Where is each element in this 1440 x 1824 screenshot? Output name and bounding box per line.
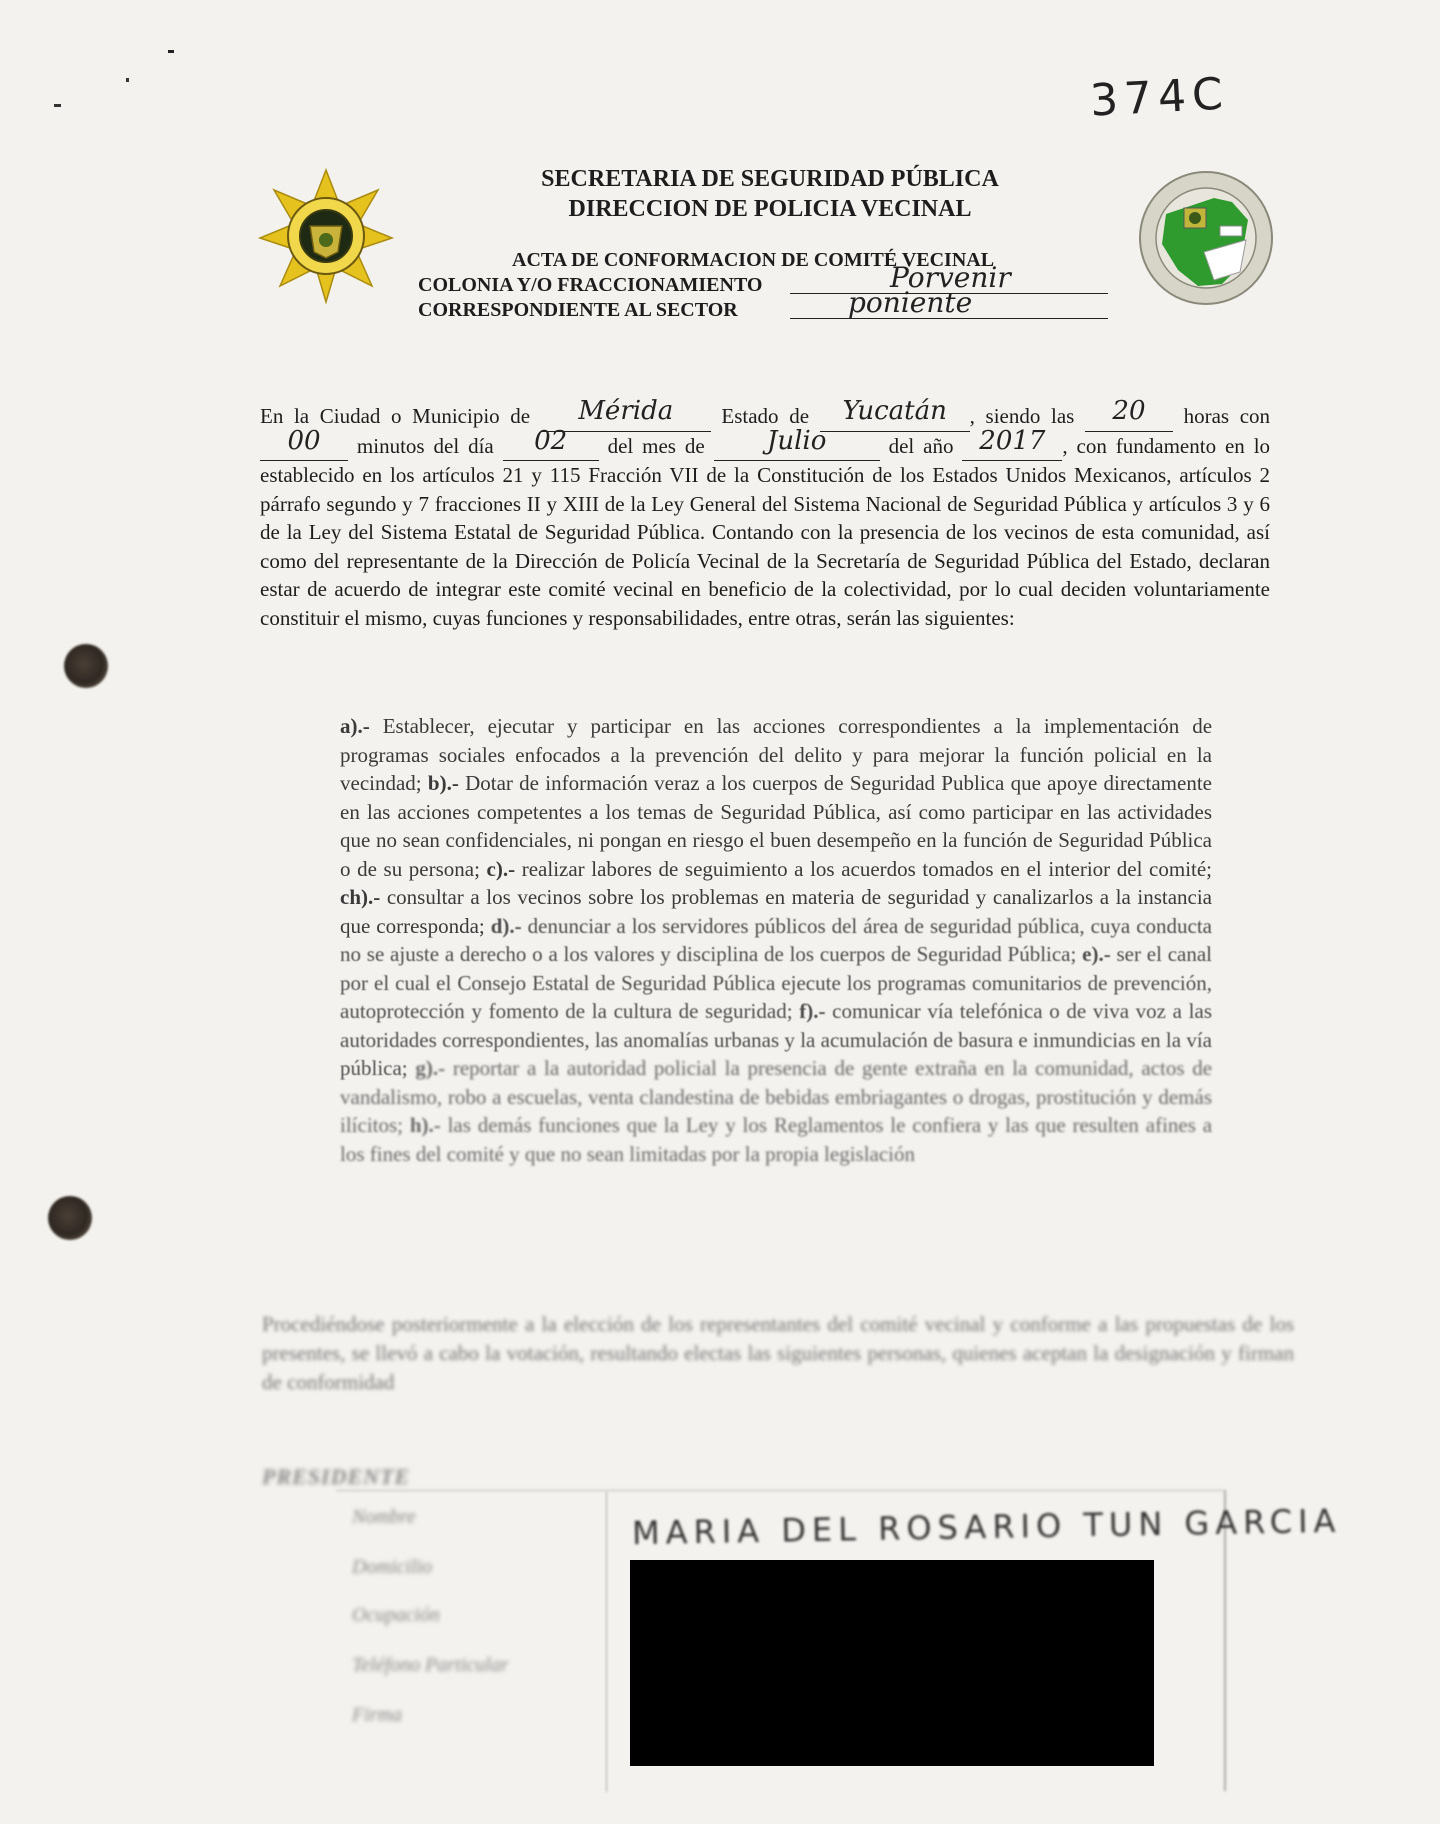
funcion-e-text: ser el canal por el cual el Consejo Estatal de Seguridad Pública ejecute los programas comunitarios de prevención, autoprotección y fomento de la cultura de seguridad; bbox=[340, 942, 1213, 1023]
label-telefono: Teléfono Particular bbox=[352, 1654, 509, 1676]
handwritten-number: 374C bbox=[1088, 68, 1230, 127]
anio-value: 2017 bbox=[979, 425, 1046, 456]
funcion-h-label: h).- bbox=[409, 1113, 441, 1137]
acta-block bbox=[418, 248, 1118, 323]
funcion-e-label: e).- bbox=[1082, 942, 1111, 966]
mes-field bbox=[714, 425, 880, 462]
punch-hole-upper bbox=[64, 644, 108, 688]
funcion-f-text: comunicar vía telefónica o de viva voz a las autoridades correspondientes, las anomalías urbanas y la acumulación de basura e inmundicias en la vía pública; bbox=[340, 999, 1212, 1080]
funcion-h-text: las demás funciones que la Ley y los Reglamentos le confiera y las que resulten afines a los fines del comité y que no sean limitadas por la propia legislación bbox=[340, 1113, 1213, 1166]
sector-value: poniente bbox=[848, 286, 973, 319]
funcion-c bbox=[487, 857, 1212, 881]
intro-text-3: , siendo las bbox=[969, 404, 1075, 428]
dia-value: 02 bbox=[534, 425, 568, 456]
header-line-2: DIRECCION DE POLICIA VECINAL bbox=[568, 196, 972, 222]
municipio-value: Mérida bbox=[578, 396, 674, 426]
intro-text-7: del año bbox=[888, 433, 954, 458]
intro-text-8: , con fundamento en lo establecido en los artículos 21 y 115 Fracción VII de la Constitución de los Estados Unidos Mexicanos, artículos 2 párrafo segundo y 7 fracciones II y XIII de la Ley General del Sistema Nacional de Seguridad Pública y artículos 3 y 6 de la Ley del Sistema Estatal de Seguridad Pública. Contando con la presencia de los vecinos de esta comunidad, así como del representante de la Dirección de Policía Vecinal de la Secretaría de Seguridad Pública del Estado, declaran estar de acuerdo de integrar este comité vecinal en beneficio de la colectividad, por lo cual deciden voluntariamente constituir el mismo, cuyas funciones y responsabilidades, entre otras, serán las siguientes: bbox=[260, 433, 1271, 630]
colonia-value: Porvenir bbox=[890, 261, 1011, 294]
funciones-list bbox=[340, 712, 1212, 1168]
funcion-d-label: d).- bbox=[490, 913, 522, 938]
intro-text-1: En la Ciudad o Municipio de bbox=[260, 404, 531, 428]
label-ocupacion: Ocupación bbox=[352, 1604, 440, 1626]
funcion-g-label: g).- bbox=[415, 1056, 446, 1080]
acta-title: ACTA DE CONFORMACION DE COMITÉ VECINAL bbox=[512, 249, 995, 271]
state-council-seal-logo bbox=[1136, 168, 1276, 308]
police-star-badge-logo bbox=[258, 168, 394, 304]
intro-text-2: Estado de bbox=[721, 404, 810, 428]
label-firma: Firma bbox=[352, 1704, 402, 1726]
horas-field bbox=[1085, 396, 1173, 432]
punch-hole-lower bbox=[48, 1196, 92, 1240]
intro-paragraph bbox=[260, 396, 1271, 632]
speck bbox=[126, 78, 129, 82]
funcion-ch-label: ch).- bbox=[340, 885, 381, 909]
label-domicilio: Domicilio bbox=[352, 1556, 432, 1578]
intro-text-4: horas con bbox=[1183, 404, 1271, 428]
funcion-a-label: a).- bbox=[340, 714, 370, 738]
funcion-c-label: c).- bbox=[486, 856, 516, 881]
anio-field bbox=[962, 425, 1062, 462]
horas-value: 20 bbox=[1112, 396, 1146, 426]
intro-text-6: del mes de bbox=[607, 433, 705, 458]
header-line-1: SECRETARIA DE SEGURIDAD PÚBLICA bbox=[541, 166, 999, 192]
label-nombre: Nombre bbox=[352, 1506, 416, 1528]
estado-field bbox=[820, 396, 970, 432]
funcion-g-text: reportar a la autoridad policial la presencia de gente extraña en la comunidad, actos de vandalismo, robo a escuelas, venta clandestina de bebidas embriagantes o drogas, prostitución y demás ilícitos; bbox=[340, 1056, 1213, 1137]
redaction-block bbox=[630, 1560, 1154, 1766]
funcion-a-text: Establecer, ejecutar y participar en las acciones correspondientes a la implementación de programas sociales enfocados a la prevención del delito y para mejorar la función policial en la vecindad; bbox=[340, 714, 1213, 795]
minutos-value: 00 bbox=[287, 425, 321, 456]
funcion-b-label: b).- bbox=[427, 771, 459, 795]
funcion-h bbox=[340, 1113, 1212, 1166]
procedimiento-paragraph: Procediéndose posteriormente a la elección de los representantes del comité vecinal y conforme a las propuestas de los presentes, se llevó a cabo la votación, resultando electas las siguientes personas, quienes aceptan la designación y firman de conformidad bbox=[262, 1312, 1294, 1394]
presidente-table-divider bbox=[606, 1492, 607, 1792]
presidente-nombre: MARIA DEL ROSARIO TUN GARCIA bbox=[631, 1501, 1342, 1553]
speck bbox=[168, 50, 174, 53]
minutos-field bbox=[260, 425, 348, 462]
document-header bbox=[400, 164, 1140, 224]
mes-value: Julio bbox=[766, 425, 827, 456]
dia-field bbox=[503, 425, 599, 462]
funcion-b-text: Dotar de información veraz a los cuerpos de Seguridad Publica que apoye directamente en las acciones competentes a los temas de Seguridad Pública, así como participar en las actividades que no sean confidenciales, ni pongan en riesgo el buen desempeño en la función de Seguridad Pública o de su persona; bbox=[340, 771, 1212, 881]
funcion-f-label: f).- bbox=[799, 999, 826, 1023]
estado-value: Yucatán bbox=[842, 396, 947, 426]
funcion-c-text: realizar labores de seguimiento a los acuerdos tomados en el interior del comité; bbox=[521, 856, 1213, 881]
funcion-ch-text: consultar a los vecinos sobre los problemas en materia de seguridad y canalizarlos a la instancia que corresponda; bbox=[340, 885, 1212, 938]
colonia-label: COLONIA Y/O FRACCIONAMIENTO bbox=[418, 274, 763, 296]
presidente-heading: PRESIDENTE bbox=[262, 1464, 411, 1489]
funcion-d-text: denunciar a los servidores públicos del área de seguridad pública, cuya conducta no se ajuste a derecho o a los valores y disciplina de los cuerpos de Seguridad Pública; bbox=[340, 913, 1213, 966]
intro-text-5: minutos del día bbox=[356, 433, 494, 458]
sector-label: CORRESPONDIENTE AL SECTOR bbox=[418, 299, 738, 321]
speck bbox=[54, 104, 61, 107]
